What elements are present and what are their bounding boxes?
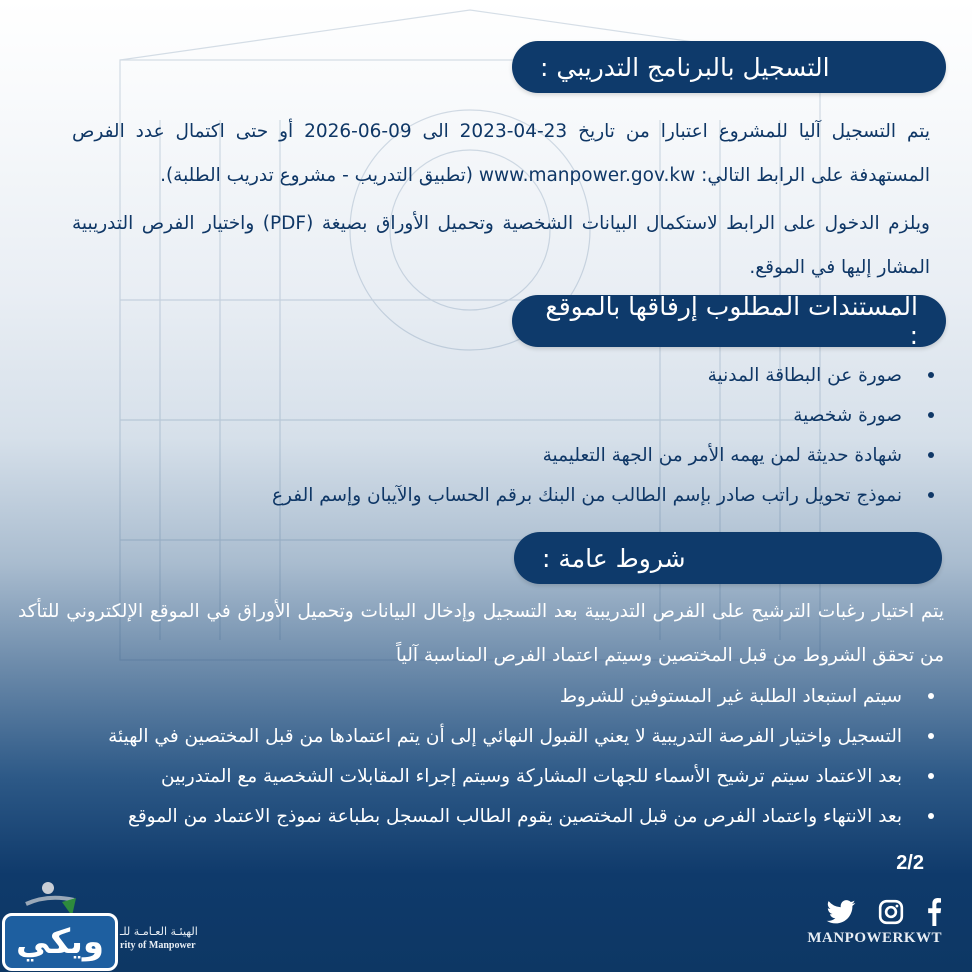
bullet-icon bbox=[928, 733, 934, 739]
list-item: نموذج تحويل راتب صادر بإسم الطالب من البنك برقم الحساب والآيبان وإسم الفرع bbox=[272, 475, 934, 515]
section-header-registration bbox=[512, 41, 946, 93]
facebook-icon[interactable] bbox=[926, 898, 942, 926]
list-item: بعد الاعتماد سيتم ترشيح الأسماء للجهات المشاركة وسيتم إجراء المقابلات الشخصية مع المتدربين bbox=[108, 756, 934, 796]
registration-paragraph-2: ويلزم الدخول على الرابط لاستكمال البيانات الشخصية وتحميل الأوراق بصيغة (PDF) واختيار الفرص التدريبية المشار إليها في الموقع. bbox=[72, 213, 930, 278]
instagram-icon[interactable] bbox=[878, 899, 904, 925]
registration-title: التسجيل بالبرنامج التدريبي : bbox=[540, 52, 830, 82]
list-item: صورة شخصية bbox=[272, 395, 934, 435]
organization-name: الهيئـة العـامـة للـ rity of Manpower bbox=[120, 925, 198, 951]
list-item: بعد الانتهاء واعتماد الفرص من قبل المختصين يقوم الطالب المسجل بطباعة نموذج الاعتماد من الموقع bbox=[108, 796, 934, 836]
section-header-documents bbox=[512, 292, 946, 350]
documents-list bbox=[272, 355, 934, 515]
list-item: سيتم استبعاد الطلبة غير المستوفين للشروط bbox=[108, 676, 934, 716]
bullet-icon bbox=[928, 773, 934, 779]
list-item: التسجيل واختيار الفرصة التدريبية لا يعني القبول النهائي إلى أن يتم اعتمادها من قبل المختصين في الهيئة bbox=[108, 716, 934, 756]
bullet-icon bbox=[928, 813, 934, 819]
page-indicator: 2/2 bbox=[896, 852, 924, 874]
documents-title: المستندات المطلوب إرفاقها بالموقع : bbox=[545, 292, 918, 350]
wiki-watermark-logo: ويكي bbox=[2, 913, 118, 971]
social-icons bbox=[826, 898, 942, 926]
general-title: شروط عامة : bbox=[542, 543, 686, 573]
social-handle: MANPOWERKWT bbox=[807, 930, 942, 946]
list-item: صورة عن البطاقة المدنية bbox=[272, 355, 934, 395]
list-item: شهادة حديثة لمن يهمه الأمر من الجهة التعليمية bbox=[272, 435, 934, 475]
bullet-icon bbox=[928, 372, 934, 378]
bullet-icon bbox=[928, 693, 934, 699]
bullet-icon bbox=[928, 452, 934, 458]
general-conditions-list bbox=[108, 676, 934, 836]
bullet-icon bbox=[928, 412, 934, 418]
section-header-general bbox=[514, 532, 942, 584]
general-paragraph: يتم اختيار رغبات الترشيح على الفرص التدريبية بعد التسجيل وإدخال البيانات وتحميل الأوراق في الموقع الإلكتروني للتأكد من تحقق الشروط من قبل المختصين وسيتم اعتماد الفرص المناسبة آلياً bbox=[18, 601, 944, 666]
twitter-icon[interactable] bbox=[826, 900, 856, 924]
registration-paragraph-1: يتم التسجيل آليا للمشروع اعتبارا من تاريخ 23-04-2023 الى 09-06-2026 أو حتى اكتمال عدد الفرص المستهدفة على الرابط التالي: www.manpower.gov.kw (تطبيق التدريب - مشروع تدريب الطلبة). bbox=[72, 121, 930, 186]
bullet-icon bbox=[928, 492, 934, 498]
